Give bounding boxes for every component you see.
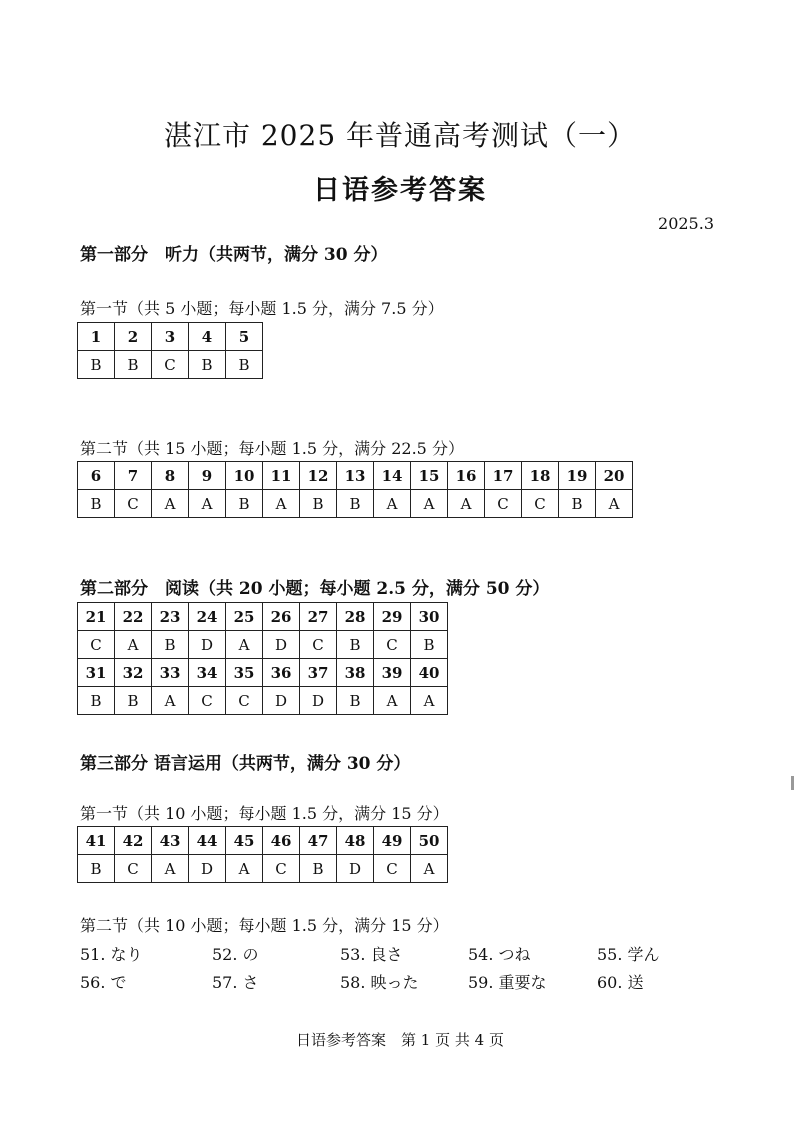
part3-section2-heading: 第二节（共 10 小题；每小题 1.5 分，满分 15 分） <box>80 916 449 935</box>
answer-cell: B <box>226 490 263 518</box>
answer-cell: A <box>152 687 189 715</box>
question-number-cell: 46 <box>263 827 300 855</box>
part3-heading: 第三部分 语言运用（共两节，满分 30 分） <box>80 754 411 774</box>
part2-heading: 第二部分 阅读（共 20 小题；每小题 2.5 分，满分 50 分） <box>80 579 550 599</box>
question-number-cell: 12 <box>300 462 337 490</box>
page-footer: 日语参考答案 第 1 页 共 4 页 <box>296 1031 504 1049</box>
question-number-cell: 25 <box>226 603 263 631</box>
question-number-cell: 27 <box>300 603 337 631</box>
question-number-cell: 29 <box>374 603 411 631</box>
exam-date: 2025.3 <box>658 214 714 233</box>
answer-cell: A <box>115 631 152 659</box>
answer-row <box>78 687 448 715</box>
answer-cell: C <box>485 490 522 518</box>
question-number-cell: 30 <box>411 603 448 631</box>
answer-cell: A <box>411 490 448 518</box>
part1-section1-table <box>77 322 263 379</box>
answer-cell: D <box>337 855 374 883</box>
answer-cell: B <box>337 490 374 518</box>
fill-answer: 60. 送 <box>597 973 644 992</box>
answer-cell: C <box>78 631 115 659</box>
answer-cell: B <box>337 687 374 715</box>
page-title: 湛江市 2025 年普通高考测试（一） <box>163 119 637 152</box>
question-number-cell: 41 <box>78 827 115 855</box>
question-number-cell: 16 <box>448 462 485 490</box>
answer-row <box>78 351 263 379</box>
answer-cell: A <box>374 687 411 715</box>
question-number-cell: 7 <box>115 462 152 490</box>
question-number-cell: 36 <box>263 659 300 687</box>
question-number-cell: 10 <box>226 462 263 490</box>
question-number-cell: 50 <box>411 827 448 855</box>
answer-cell: B <box>115 687 152 715</box>
question-number-cell: 32 <box>115 659 152 687</box>
answer-cell: B <box>78 855 115 883</box>
question-number-cell: 40 <box>411 659 448 687</box>
question-number-cell: 2 <box>115 323 152 351</box>
question-number-cell: 21 <box>78 603 115 631</box>
answer-cell: B <box>226 351 263 379</box>
question-number-cell: 13 <box>337 462 374 490</box>
answer-cell: C <box>374 631 411 659</box>
answer-cell: B <box>300 490 337 518</box>
part1-section1-heading: 第一节（共 5 小题；每小题 1.5 分，满分 7.5 分） <box>80 299 444 318</box>
question-number-cell: 18 <box>522 462 559 490</box>
answer-cell: A <box>596 490 633 518</box>
answer-cell: A <box>152 490 189 518</box>
answer-cell: A <box>152 855 189 883</box>
question-number-cell: 43 <box>152 827 189 855</box>
answer-cell: C <box>115 490 152 518</box>
answer-cell: B <box>300 855 337 883</box>
answer-cell: A <box>226 855 263 883</box>
answer-cell: B <box>115 351 152 379</box>
question-number-cell: 8 <box>152 462 189 490</box>
answer-cell: B <box>559 490 596 518</box>
question-number-cell: 44 <box>189 827 226 855</box>
answer-cell: A <box>226 631 263 659</box>
answer-cell: A <box>263 490 300 518</box>
answer-cell: D <box>263 631 300 659</box>
fill-answer: 59. 重要な <box>468 973 547 992</box>
answer-cell: D <box>189 631 226 659</box>
part2-table <box>77 602 448 715</box>
answer-cell: B <box>411 631 448 659</box>
question-number-row <box>78 659 448 687</box>
question-number-cell: 9 <box>189 462 226 490</box>
question-number-cell: 34 <box>189 659 226 687</box>
fill-answer: 54. つね <box>468 945 531 964</box>
answer-row <box>78 631 448 659</box>
answer-cell: C <box>152 351 189 379</box>
part3-section1-table <box>77 826 448 883</box>
question-number-cell: 3 <box>152 323 189 351</box>
answer-cell: A <box>411 687 448 715</box>
answer-cell: C <box>300 631 337 659</box>
answer-cell: A <box>374 490 411 518</box>
question-number-row <box>78 462 633 490</box>
answer-cell: B <box>78 687 115 715</box>
question-number-row <box>78 323 263 351</box>
fill-answer: 51. なり <box>80 945 143 964</box>
part3-section1-heading: 第一节（共 10 小题；每小题 1.5 分，满分 15 分） <box>80 804 449 823</box>
question-number-cell: 26 <box>263 603 300 631</box>
question-number-cell: 22 <box>115 603 152 631</box>
question-number-cell: 23 <box>152 603 189 631</box>
answer-cell: C <box>522 490 559 518</box>
question-number-cell: 38 <box>337 659 374 687</box>
answer-cell: C <box>115 855 152 883</box>
question-number-row <box>78 827 448 855</box>
part1-section2-table <box>77 461 633 518</box>
question-number-cell: 19 <box>559 462 596 490</box>
question-number-cell: 5 <box>226 323 263 351</box>
question-number-cell: 31 <box>78 659 115 687</box>
question-number-cell: 6 <box>78 462 115 490</box>
answer-cell: A <box>189 490 226 518</box>
answer-cell: B <box>78 490 115 518</box>
question-number-cell: 20 <box>596 462 633 490</box>
question-number-cell: 15 <box>411 462 448 490</box>
fill-answer: 57. さ <box>212 973 259 992</box>
fill-answer: 55. 学ん <box>597 945 660 964</box>
question-number-cell: 1 <box>78 323 115 351</box>
part1-heading: 第一部分 听力（共两节，满分 30 分） <box>80 245 388 265</box>
answer-cell: A <box>448 490 485 518</box>
question-number-cell: 33 <box>152 659 189 687</box>
page-subtitle: 日语参考答案 <box>313 175 487 206</box>
answer-cell: C <box>374 855 411 883</box>
answer-cell: B <box>78 351 115 379</box>
answer-cell: C <box>263 855 300 883</box>
answer-cell: C <box>189 687 226 715</box>
question-number-cell: 35 <box>226 659 263 687</box>
answer-cell: D <box>263 687 300 715</box>
fill-answer: 53. 良さ <box>340 945 403 964</box>
answer-row <box>78 490 633 518</box>
question-number-cell: 24 <box>189 603 226 631</box>
question-number-cell: 17 <box>485 462 522 490</box>
answer-cell: B <box>189 351 226 379</box>
question-number-cell: 37 <box>300 659 337 687</box>
question-number-cell: 47 <box>300 827 337 855</box>
answer-cell: C <box>226 687 263 715</box>
answer-cell: D <box>189 855 226 883</box>
question-number-cell: 14 <box>374 462 411 490</box>
question-number-cell: 49 <box>374 827 411 855</box>
answer-cell: A <box>411 855 448 883</box>
part1-section2-heading: 第二节（共 15 小题；每小题 1.5 分，满分 22.5 分） <box>80 439 464 458</box>
question-number-row <box>78 603 448 631</box>
fill-answer: 58. 映った <box>340 973 419 992</box>
question-number-cell: 45 <box>226 827 263 855</box>
scan-mark <box>791 776 794 790</box>
question-number-cell: 39 <box>374 659 411 687</box>
answer-row <box>78 855 448 883</box>
fill-answer: 52. の <box>212 945 259 964</box>
answer-cell: D <box>300 687 337 715</box>
question-number-cell: 4 <box>189 323 226 351</box>
question-number-cell: 11 <box>263 462 300 490</box>
answer-cell: B <box>337 631 374 659</box>
question-number-cell: 48 <box>337 827 374 855</box>
fill-answer: 56. で <box>80 973 127 992</box>
question-number-cell: 42 <box>115 827 152 855</box>
question-number-cell: 28 <box>337 603 374 631</box>
answer-cell: B <box>152 631 189 659</box>
